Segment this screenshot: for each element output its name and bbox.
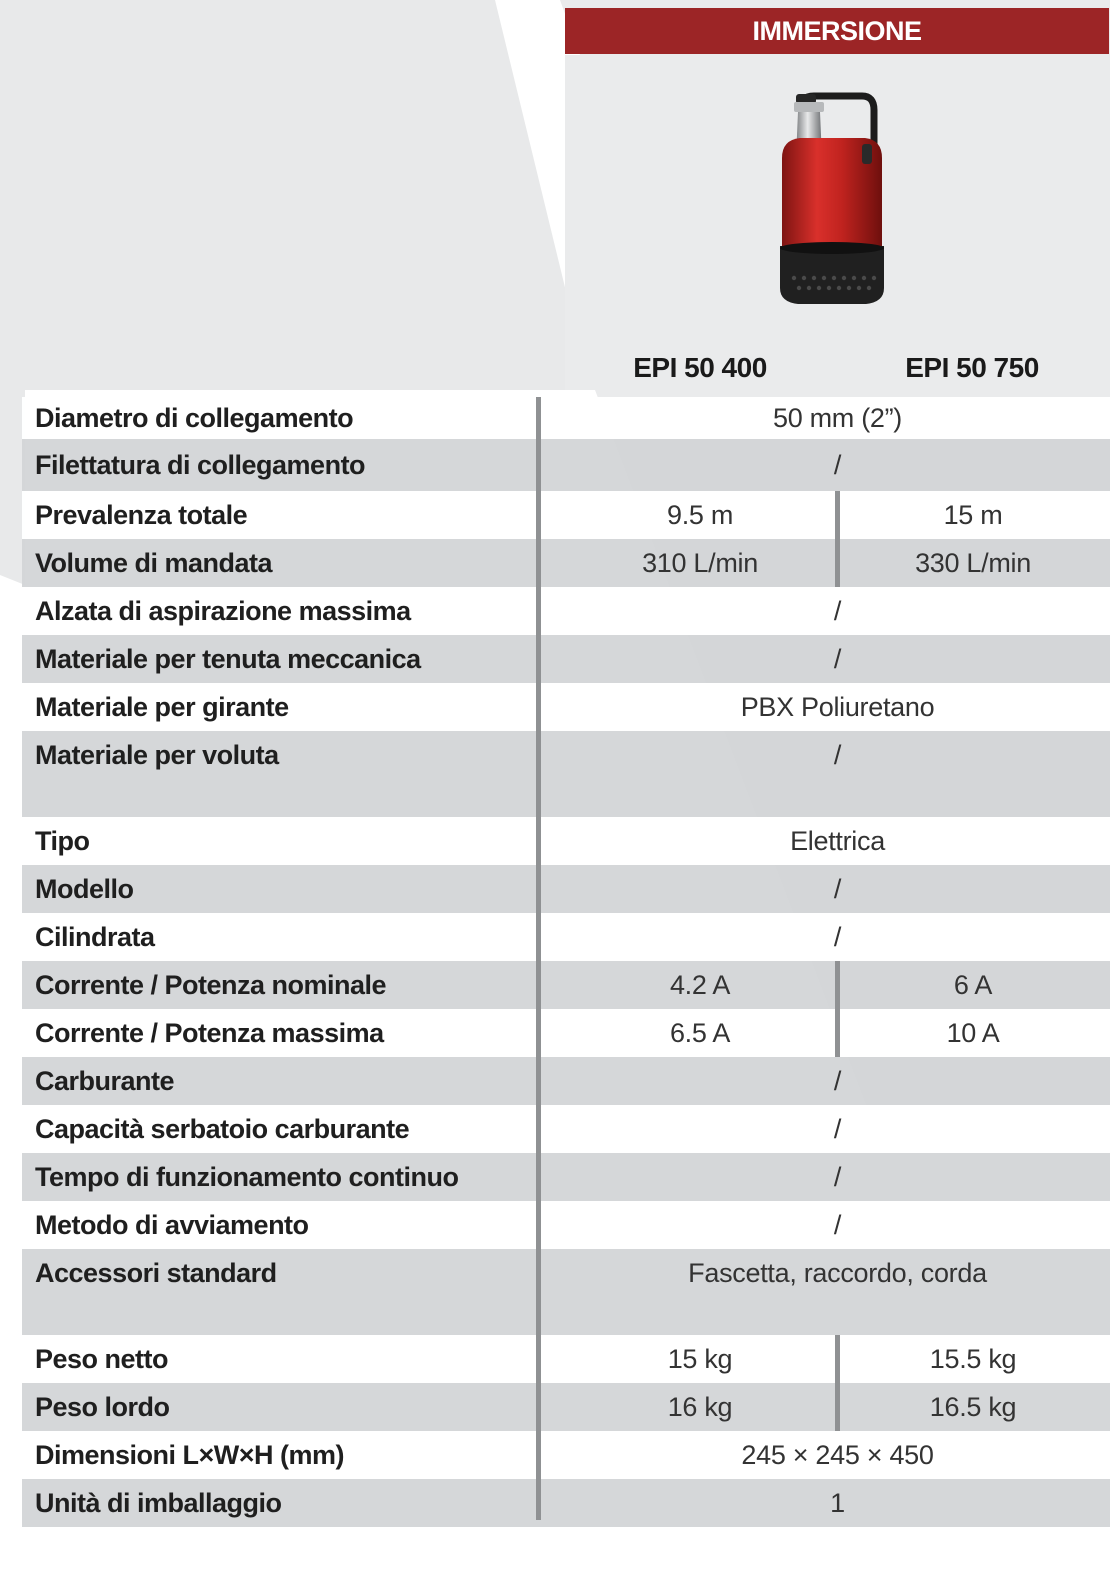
spec-label: Carburante bbox=[35, 1065, 175, 1096]
spec-value: Elettrica bbox=[790, 825, 885, 856]
spec-value: / bbox=[833, 595, 842, 626]
spec-value-model-1: 9.5 m bbox=[666, 499, 734, 530]
spec-label: Diametro di collegamento bbox=[35, 402, 354, 433]
category-header bbox=[565, 8, 1109, 54]
spec-label: Materiale per girante bbox=[35, 691, 289, 722]
spec-value: / bbox=[833, 1161, 842, 1192]
spec-value: 245 × 245 × 450 bbox=[741, 1439, 934, 1470]
spec-label: Volume di mandata bbox=[35, 547, 273, 578]
spec-value-model-2: 6 A bbox=[953, 969, 993, 1000]
spec-row-unita-imballaggio bbox=[22, 1479, 1110, 1527]
category-title: IMMERSIONE bbox=[752, 15, 922, 46]
spec-label: Dimensioni L×W×H (mm) bbox=[35, 1439, 345, 1470]
spec-row-peso-lordo bbox=[22, 1383, 1110, 1431]
spec-row-corrente-nominale bbox=[22, 961, 1110, 1009]
spec-label: Corrente / Potenza nominale bbox=[35, 969, 387, 1000]
spec-row-filettatura bbox=[22, 439, 1110, 491]
spec-value: / bbox=[833, 739, 842, 770]
spec-row-modello bbox=[22, 865, 1110, 913]
spec-value: / bbox=[833, 1209, 842, 1240]
spec-row-tipo bbox=[22, 817, 1110, 865]
spec-value-model-2: 15 m bbox=[943, 499, 1003, 530]
spec-label: Unità di imballaggio bbox=[35, 1487, 282, 1518]
spec-row-cilindrata bbox=[22, 913, 1110, 961]
spec-label: Prevalenza totale bbox=[35, 499, 248, 530]
spec-label: Tempo di funzionamento continuo bbox=[35, 1161, 459, 1192]
spec-row-carburante bbox=[22, 1057, 1110, 1105]
spec-label: Materiale per voluta bbox=[35, 739, 279, 770]
spec-label: Peso netto bbox=[35, 1343, 169, 1374]
spec-row-metodo-avviamento bbox=[22, 1201, 1110, 1249]
spec-value: Fascetta, raccordo, corda bbox=[688, 1257, 987, 1288]
spec-value: / bbox=[833, 1113, 842, 1144]
spec-value-model-1: 15 kg bbox=[667, 1343, 733, 1374]
spec-value-model-2: 330 L/min bbox=[915, 547, 1031, 578]
spec-label: Materiale per tenuta meccanica bbox=[35, 643, 421, 674]
spec-row-corrente-massima bbox=[22, 1009, 1110, 1057]
spec-row-accessori bbox=[22, 1249, 1110, 1335]
spec-value-model-2: 16.5 kg bbox=[929, 1391, 1017, 1422]
spec-row-girante bbox=[22, 683, 1110, 731]
spec-value-model-1: 16 kg bbox=[667, 1391, 733, 1422]
spec-label: Filettatura di collegamento bbox=[35, 449, 366, 480]
spec-label: Corrente / Potenza massima bbox=[35, 1017, 384, 1048]
spec-row-peso-netto bbox=[22, 1335, 1110, 1383]
spec-label: Tipo bbox=[35, 825, 90, 856]
model-name-1: EPI 50 400 bbox=[633, 352, 767, 383]
spec-value-model-1: 310 L/min bbox=[642, 547, 758, 578]
spec-row-volume bbox=[22, 539, 1110, 587]
spec-value-model-2: 10 A bbox=[946, 1017, 1000, 1048]
spec-row-dimensioni bbox=[22, 1431, 1110, 1479]
spec-row-alzata bbox=[22, 587, 1110, 635]
spec-value: / bbox=[833, 643, 842, 674]
spec-value-model-1: 6.5 A bbox=[669, 1017, 731, 1048]
spec-row-tenuta bbox=[22, 635, 1110, 683]
spec-value: 1 bbox=[830, 1487, 845, 1518]
label-column-divider bbox=[536, 397, 541, 1520]
specs-table bbox=[22, 397, 1110, 1527]
spec-row-diametro bbox=[22, 397, 1110, 439]
spec-row-capacita-serbatoio bbox=[22, 1105, 1110, 1153]
spec-value-model-2: 15.5 kg bbox=[929, 1343, 1017, 1374]
spec-row-tempo-funzionamento bbox=[22, 1153, 1110, 1201]
spec-label: Cilindrata bbox=[35, 921, 155, 952]
spec-value: / bbox=[833, 921, 842, 952]
spec-label: Modello bbox=[35, 873, 134, 904]
spec-value: / bbox=[833, 873, 842, 904]
submersible-pump-icon bbox=[770, 88, 900, 318]
spec-label: Accessori standard bbox=[35, 1257, 277, 1288]
spec-row-voluta bbox=[22, 731, 1110, 817]
spec-label: Metodo di avviamento bbox=[35, 1209, 309, 1240]
spec-value-model-1: 4.2 A bbox=[669, 969, 731, 1000]
spec-label: Alzata di aspirazione massima bbox=[35, 595, 411, 626]
spec-value: / bbox=[833, 1065, 842, 1096]
spec-value: 50 mm (2”) bbox=[772, 402, 902, 433]
spec-value: / bbox=[833, 449, 842, 480]
spec-value: PBX Poliuretano bbox=[740, 691, 935, 722]
model-name-2: EPI 50 750 bbox=[905, 352, 1039, 383]
spec-label: Peso lordo bbox=[35, 1391, 170, 1422]
spec-row-prevalenza bbox=[22, 491, 1110, 539]
spec-label: Capacità serbatoio carburante bbox=[35, 1113, 410, 1144]
